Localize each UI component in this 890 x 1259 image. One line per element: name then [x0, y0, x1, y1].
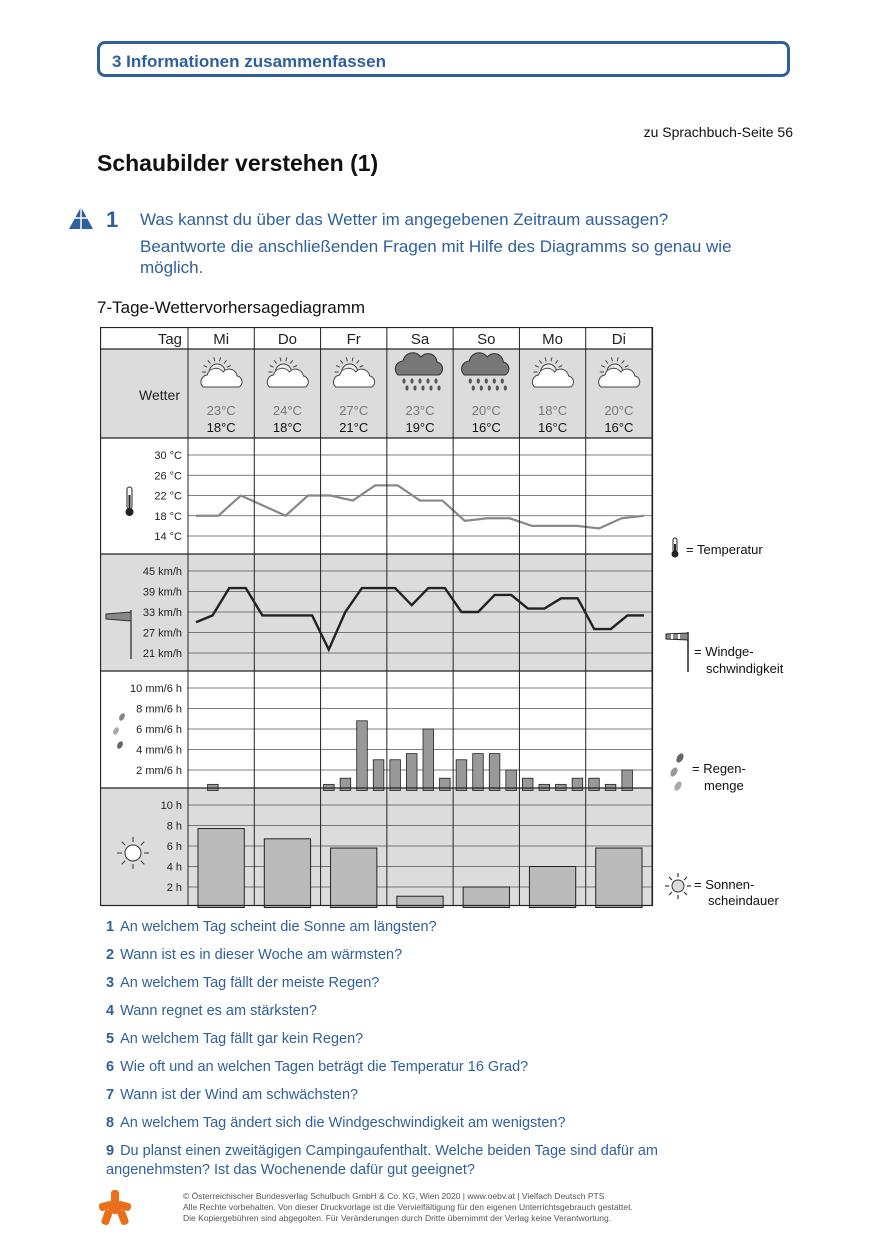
question-item: [106, 1086, 746, 1105]
temp-max-label: 20°C: [604, 403, 634, 418]
sun-tick-label: 6 h: [166, 841, 182, 853]
rain-tick-label: 8 mm/6 h: [136, 703, 182, 716]
raindrops-icon: [668, 752, 688, 794]
question-text: Wie oft und an welchen Tagen beträgt die Temperatur 16 Grad?: [120, 1059, 529, 1075]
question-number: 1: [106, 919, 115, 935]
sunshine-bar: [198, 829, 244, 908]
question-item: [106, 1114, 746, 1133]
footer-line-1: © Österreichischer Bundesverlag Schulbuch GmbH & Co. KG, Wien 2020 | www.oebv.at | Vielfach Deutsch PTS: [183, 1191, 605, 1201]
temp-max-label: 27°C: [339, 403, 369, 418]
weather-row-label: Wetter: [139, 387, 180, 403]
question-item: [106, 918, 746, 937]
question-item: [106, 946, 746, 965]
temp-max-label: 23°C: [405, 403, 435, 418]
sun-row-icon: [117, 837, 149, 869]
weather-row-band: [100, 349, 652, 438]
sun-icon: [664, 872, 692, 900]
legend-sun-label-2: scheindauer: [708, 893, 779, 908]
question-item: [106, 1030, 746, 1049]
temperature-tick-label: 18 °C: [154, 510, 182, 523]
temp-min-label: 19°C: [405, 420, 435, 435]
rain-bar: [440, 778, 451, 790]
raindrops-row-icon: [112, 712, 126, 749]
header-day-label: Tag: [157, 331, 182, 348]
windsock-icon: [662, 630, 692, 674]
temp-max-label: 18°C: [538, 403, 568, 418]
wind-tick-label: 39 km/h: [142, 586, 182, 599]
sunshine-bar: [463, 887, 509, 908]
temperature-tick-label: 22 °C: [154, 490, 182, 503]
sunshine-bar: [264, 839, 310, 908]
question-item: [106, 974, 746, 993]
legend-wind-label-2: schwindigkeit: [706, 661, 784, 676]
publisher-logo-icon: [97, 1188, 133, 1228]
sunshine-bar: [596, 848, 642, 907]
legend-sun-label-1: = Sonnen-: [694, 877, 755, 892]
temp-min-label: 16°C: [471, 420, 501, 435]
temp-max-label: 20°C: [471, 403, 501, 418]
question-number: 8: [106, 1115, 115, 1131]
thermometer-icon: [670, 537, 680, 559]
page-reference: zu Sprachbuch-Seite 56: [643, 124, 793, 140]
temp-min-label: 18°C: [206, 420, 236, 435]
task-text-line-3: möglich.: [140, 258, 204, 277]
page-title: Schaubilder verstehen (1): [97, 150, 379, 176]
day-label: Mi: [213, 331, 230, 348]
wind-tick-label: 45 km/h: [142, 566, 182, 578]
question-item: [106, 1142, 746, 1180]
rain-tick-label: 4 mm/6 h: [136, 744, 182, 757]
rain-bar: [390, 760, 401, 791]
section-title: 3 Informationen zusammenfassen: [112, 52, 386, 71]
rain-bar: [572, 778, 583, 790]
task-text-line-2: Beantworte die anschließenden Fragen mit Hilfe des Diagramms so genau wie: [140, 237, 732, 256]
question-number: 5: [106, 1031, 115, 1047]
day-label: Mo: [542, 331, 563, 348]
temperature-tick-label: 14 °C: [154, 531, 182, 543]
temp-min-label: 16°C: [538, 420, 568, 435]
legend-rain-label-2: menge: [704, 778, 744, 793]
temp-max-label: 23°C: [206, 403, 236, 418]
temp-max-label: 24°C: [272, 403, 302, 418]
legend-wind-label-1: = Windge-: [694, 644, 754, 659]
footer-copyright: [183, 1191, 633, 1224]
legend-rain-label-1: = Regen-: [692, 761, 746, 776]
question-text: Du planst einen zweitägigen Campingaufenthalt. Welche beiden Tage sind dafür am angenehmsten? Ist das Wochenende dafür gut geeignet?: [106, 1143, 659, 1178]
day-label: So: [477, 331, 496, 348]
question-text: Wann regnet es am stärksten?: [120, 1003, 317, 1019]
question-text: Wann ist der Wind am schwächsten?: [120, 1087, 359, 1103]
footer-line-3: Die Kopiergebühren sind abgegolten. Für Veränderungen durch Dritte übernimmt der Verlag keine Verantwortung.: [183, 1213, 612, 1223]
sun-tick-label: 8 h: [166, 820, 182, 833]
rain-bar: [423, 729, 434, 791]
question-item: [106, 1002, 746, 1021]
wind-tick-label: 27 km/h: [142, 627, 182, 640]
difficulty-triangle-icon: [68, 206, 94, 230]
wind-tick-label: 33 km/h: [142, 607, 182, 619]
question-text: Wann ist es in dieser Woche am wärmsten?: [120, 947, 403, 963]
section-header: [97, 41, 790, 77]
rain-bar: [456, 760, 467, 791]
wind-row-band: [100, 554, 652, 671]
wind-tick-label: 21 km/h: [142, 648, 182, 660]
task-number: 1: [106, 207, 119, 232]
rain-tick-label: 6 mm/6 h: [136, 724, 182, 736]
temperature-tick-label: 30 °C: [154, 450, 182, 462]
temp-min-label: 18°C: [272, 420, 302, 435]
footer-line-2: Alle Rechte vorbehalten. Von dieser Druckvorlage ist die Vervielfältigung für den eigenen Unterrichtsgebrauch gestattet.: [183, 1202, 633, 1212]
rain-bar: [406, 754, 417, 791]
day-label: Sa: [410, 331, 430, 348]
question-number: 6: [106, 1059, 115, 1075]
question-number: 9: [106, 1143, 115, 1159]
question-number: 7: [106, 1087, 115, 1103]
temp-min-label: 16°C: [604, 420, 634, 435]
question-text: An welchem Tag fällt gar kein Regen?: [120, 1031, 364, 1047]
rain-bar: [589, 778, 600, 790]
rain-tick-label: 10 mm/6 h: [130, 683, 182, 695]
rain-bar: [473, 754, 484, 791]
day-label: Di: [611, 331, 626, 348]
sun-tick-label: 2 h: [166, 882, 182, 894]
sunshine-bar: [529, 867, 575, 908]
question-number: 4: [106, 1003, 115, 1019]
weather-forecast-diagram: [100, 327, 660, 910]
rain-bar: [357, 721, 368, 791]
sun-tick-label: 10 h: [160, 800, 182, 812]
sunshine-bar: [331, 848, 377, 907]
question-list: [106, 918, 746, 1189]
day-label: Do: [277, 331, 298, 348]
rain-tick-label: 2 mm/6 h: [136, 765, 182, 777]
question-number: 2: [106, 947, 115, 963]
day-label: Fr: [346, 331, 361, 348]
rain-bar: [373, 760, 384, 791]
question-item: [106, 1058, 746, 1077]
rain-bar: [489, 754, 500, 791]
thermometer-row-icon: [126, 487, 134, 516]
question-text: An welchem Tag scheint die Sonne am längsten?: [120, 919, 437, 935]
question-number: 3: [106, 975, 115, 991]
task-text-line-1: Was kannst du über das Wetter im angegebenen Zeitraum aussagen?: [140, 210, 669, 229]
temperature-tick-label: 26 °C: [154, 470, 182, 483]
temperature-line: [196, 485, 644, 528]
sun-tick-label: 4 h: [166, 861, 182, 874]
rain-bar: [522, 778, 533, 790]
question-text: An welchem Tag fällt der meiste Regen?: [120, 975, 380, 991]
legend-temperature-label: = Temperatur: [686, 542, 763, 557]
diagram-title: 7-Tage-Wettervorhersagediagramm: [97, 298, 366, 317]
question-text: An welchem Tag ändert sich die Windgeschwindigkeit am wenigsten?: [120, 1115, 566, 1131]
rain-bar: [340, 778, 351, 790]
temp-min-label: 21°C: [339, 420, 369, 435]
